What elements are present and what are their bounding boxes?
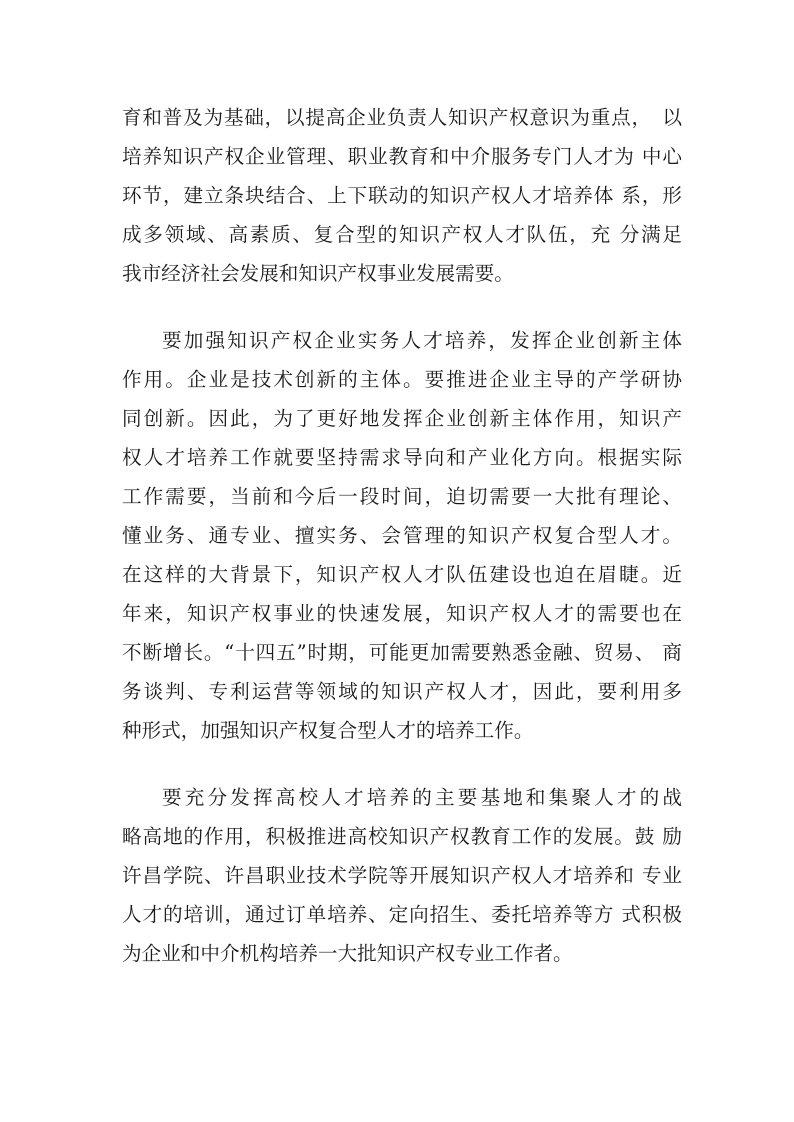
paragraph-1-line-2: 培养知识产权企业管理、职业教育和中介服务专门人才为 中心 xyxy=(122,145,682,168)
paragraph-1-line-3: 环节，建立条块结合、上下联动的知识产权人才培养体 系，形 xyxy=(122,184,682,207)
paragraph-1-line-4: 成多领域、高素质、复合型的知识产权人才队伍，充 分满足 xyxy=(122,223,682,246)
paragraph-2-line-5: 工作需要，当前和今后一段时间，迫切需要一大批有理论、 xyxy=(122,485,682,508)
paragraph-2-line-1: 要加强知识产权企业实务人才培养，发挥企业创新主体 xyxy=(162,329,682,352)
paragraph-3-line-4: 人才的培训，通过订单培养、定向招生、委托培养等方 式积极 xyxy=(122,903,682,926)
paragraph-2-line-10: 务谈判、专利运营等领域的知识产权人才，因此，要利用多 xyxy=(122,680,682,703)
paragraph-2-line-7: 在这样的大背景下，知识产权人才队伍建设也迫在眉睫。近 xyxy=(122,563,682,586)
paragraph-1-line-1: 育和普及为基础，以提高企业负责人知识产权意识为重点， 以 xyxy=(122,106,682,129)
paragraph-2-line-8: 年来，知识产权事业的快速发展，知识产权人才的需要也在 xyxy=(122,602,682,625)
paragraph-1-line-5: 我市经济社会发展和知识产权事业发展需要。 xyxy=(122,262,514,285)
paragraph-3-line-3: 许昌学院、许昌职业技术学院等开展知识产权人才培养和 专业 xyxy=(122,864,682,887)
paragraph-3-line-2: 略高地的作用，积极推进高校知识产权教育工作的发展。鼓 励 xyxy=(122,825,682,848)
paragraph-3-line-1: 要充分发挥高校人才培养的主要基地和集聚人才的战 xyxy=(162,786,682,809)
paragraph-3-line-5: 为企业和中介机构培养一大批知识产权专业工作者。 xyxy=(122,942,573,965)
paragraph-2-line-11: 种形式，加强知识产权复合型人才的培养工作。 xyxy=(122,719,534,742)
paragraph-2-line-4: 权人才培养工作就要坚持需求导向和产业化方向。根据实际 xyxy=(122,446,682,469)
paragraph-2-line-3: 同创新。因此，为了更好地发挥企业创新主体作用，知识产 xyxy=(122,407,682,430)
paragraph-2-line-6: 懂业务、通专业、擅实务、会管理的知识产权复合型人才。 xyxy=(122,524,682,547)
paragraph-2-line-2: 作用。企业是技术创新的主体。要推进企业主导的产学研协 xyxy=(122,368,682,391)
paragraph-2-line-9: 不断增长。“十四五”时期，可能更加需要熟悉金融、贸易、 商 xyxy=(122,641,682,664)
